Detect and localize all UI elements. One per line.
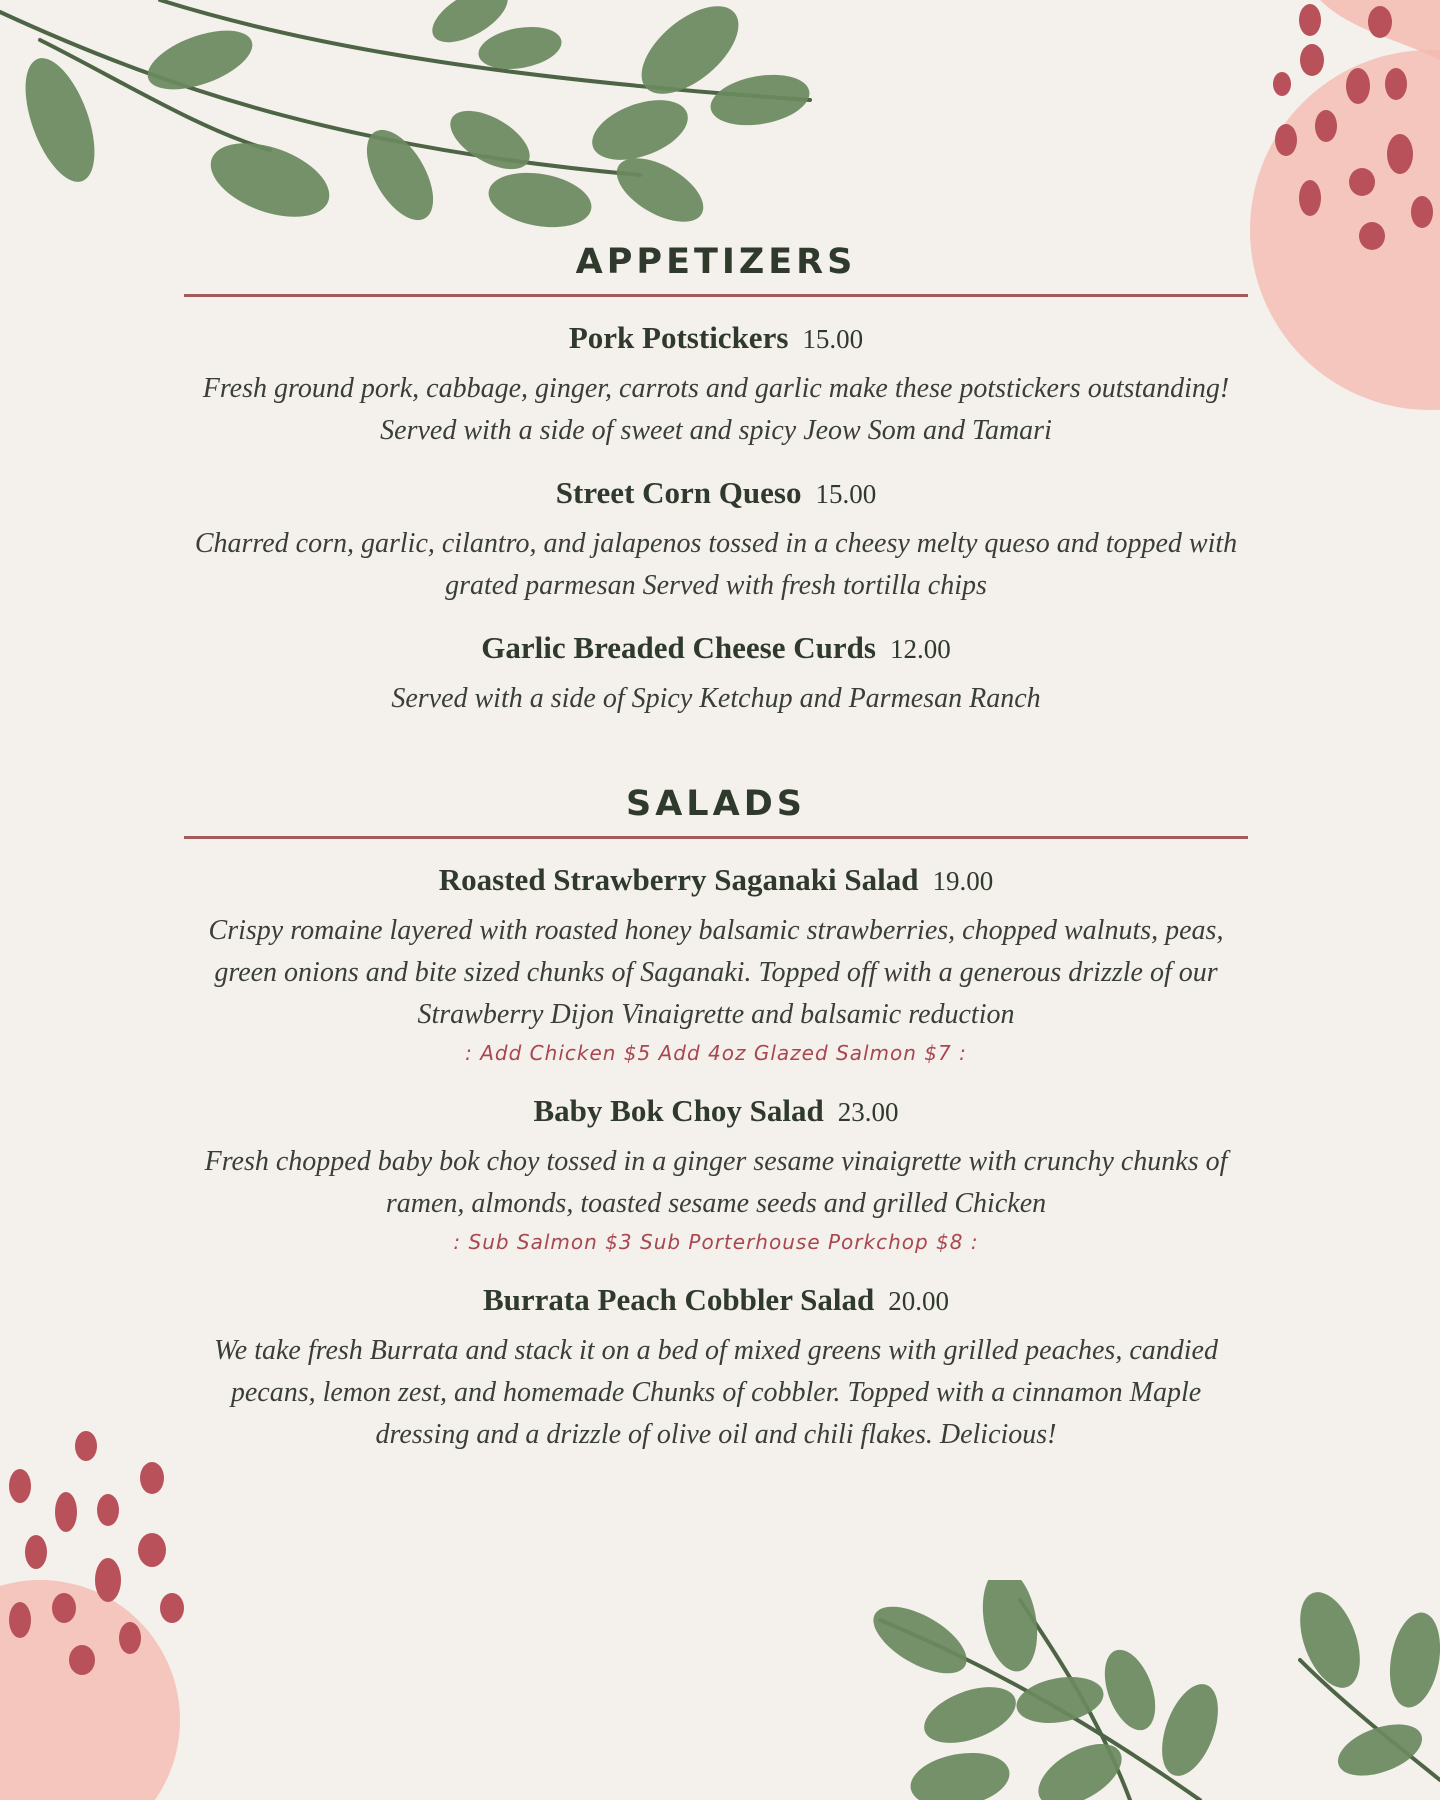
item-price: 12.00 [889,634,951,664]
item-description: Served with a side of Spicy Ketchup and Parmesan Ranch [391,683,1041,714]
item-addon: : Add Chicken $5 Add 4oz Glazed Salmon $7 : [465,1041,967,1065]
item-price: 23.00 [837,1097,899,1127]
item-description: Charred corn, garlic, cilantro, and jalapenos tossed in a cheesy melty queso and topped with grated parmesan Served with fresh tortilla chips [194,528,1238,601]
item-header [184,1275,1248,1330]
item-name: Baby Bok Choy Salad [533,1093,824,1128]
item-header [184,623,1248,678]
item-name: Pork Potstickers [568,320,789,355]
blush-dots-bottom-left [0,1420,200,1800]
item-price: 20.00 [888,1286,949,1316]
menu-item [184,1275,1248,1456]
leaf-branch-bottom-right [860,1580,1440,1800]
menu-item [184,468,1248,607]
section-divider [184,836,1248,839]
item-header [184,313,1248,368]
item-name: Burrata Peach Cobbler Salad [483,1282,875,1317]
section-title: SALADS [626,784,806,824]
item-name: Garlic Breaded Cheese Curds [481,630,876,665]
section-divider [184,294,1248,297]
item-description: Fresh chopped baby bok choy tossed in a ginger sesame vinaigrette with crunchy chunks of ramen, almonds, toasted sesame seeds and grilled Chicken [204,1146,1228,1219]
item-header [184,468,1248,523]
item-price: 15.00 [802,324,864,354]
item-addon: : Sub Salmon $3 Sub Porterhouse Porkchop $8 : [453,1230,979,1254]
menu-item [184,855,1248,1070]
item-name: Roasted Strawberry Saganaki Salad [438,862,919,897]
menu-item [184,623,1248,720]
item-name: Street Corn Queso [555,475,802,510]
leaf-branch-top-left [0,0,840,240]
section-appetizers [184,238,1248,720]
item-price: 15.00 [815,479,877,509]
item-header [184,1086,1248,1141]
menu-item [184,1086,1248,1259]
item-price: 19.00 [932,866,994,896]
menu [184,238,1248,1516]
menu-item [184,313,1248,452]
item-header [184,855,1248,910]
section-title: APPETIZERS [575,242,857,282]
item-description: Crispy romaine layered with roasted honey balsamic strawberries, chopped walnuts, peas, green onions and bite sized chunks of Saganaki. Topped off with a generous drizzle of our Strawberry Dijon Vinaigrette and balsamic reduction [208,915,1224,1030]
item-description: Fresh ground pork, cabbage, ginger, carrots and garlic make these potstickers outstanding! Served with a side of sweet and spicy Jeow Som and Tamari [202,373,1230,446]
section-salads [184,780,1248,1456]
item-description: We take fresh Burrata and stack it on a bed of mixed greens with grilled peaches, candied pecans, lemon zest, and homemade Chunks of cobbler. Topped with a cinnamon Maple dressing and a drizzle of olive oil and chili flakes. Delicious! [214,1335,1218,1450]
